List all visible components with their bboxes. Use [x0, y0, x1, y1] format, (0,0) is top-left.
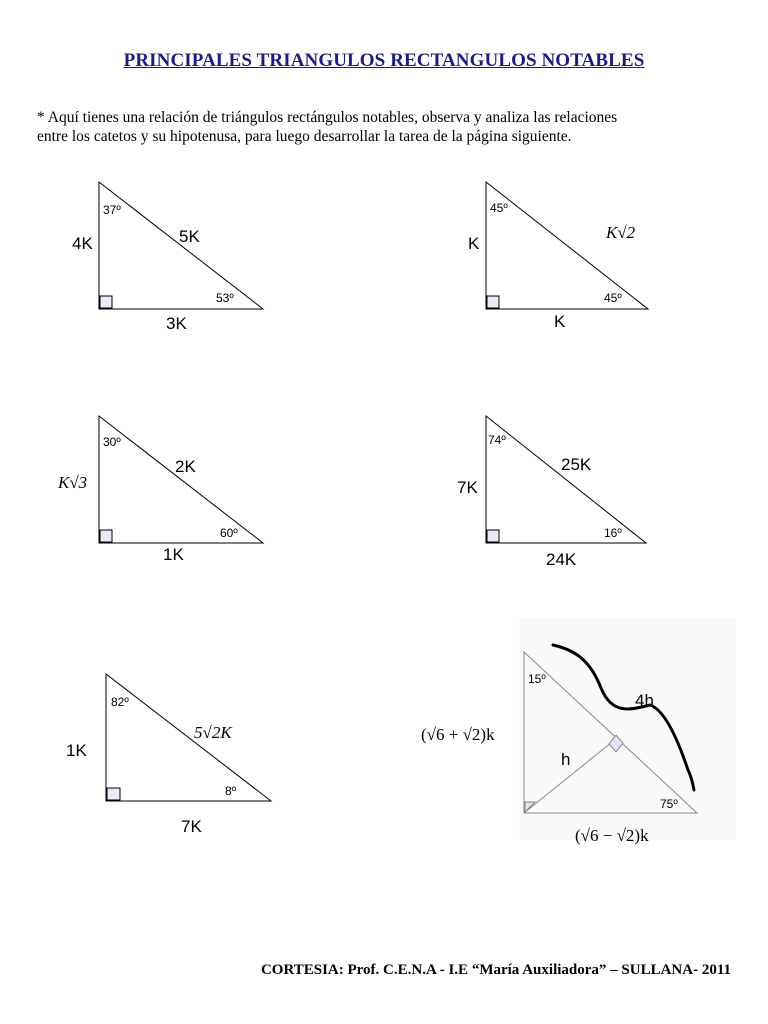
top-angle: 15º — [528, 672, 546, 686]
triangle-outline — [486, 182, 648, 309]
right-angle-marker — [100, 530, 112, 542]
bottom-angle: 75º — [660, 797, 678, 811]
bottom-angle: 53º — [216, 291, 234, 305]
vertical-leg-label: K√3 — [58, 473, 88, 492]
horizontal-leg-label: K — [554, 312, 566, 331]
hypotenuse-label: 5√2K — [194, 723, 232, 742]
triangle-outline — [486, 416, 646, 543]
top-angle: 37º — [103, 203, 121, 217]
vertical-leg-label: 4K — [72, 234, 93, 253]
hypotenuse-label: 5K — [179, 227, 200, 246]
triangle-45-45 — [468, 182, 648, 331]
triangle-74-16 — [457, 416, 646, 569]
top-angle: 45º — [490, 201, 508, 215]
hypotenuse-label: K√2 — [606, 223, 636, 242]
hypotenuse-label: 25K — [561, 455, 592, 474]
figure-background — [516, 618, 736, 840]
right-angle-marker — [487, 296, 499, 308]
bottom-angle: 16º — [604, 526, 622, 540]
bottom-angle: 45º — [604, 291, 622, 305]
hypotenuse-label: 4h — [635, 691, 654, 710]
horizontal-leg-label: 24K — [546, 550, 577, 569]
triangle-37-53 — [72, 182, 263, 333]
bottom-angle: 60º — [220, 526, 238, 540]
intro-line-1: * Aquí tienes una relación de triángulos rectángulos notables, observa y analiza las relaciones — [37, 109, 618, 126]
intro-line-2: entre los catetos y su hipotenusa, para luego desarrollar la tarea de la página siguiente. — [37, 128, 572, 145]
vertical-leg-label: 1K — [66, 741, 87, 760]
footer-credit: CORTESIA: Prof. C.E.N.A - I.E “María Auxiliadora” – SULLANA- 2011 — [260, 962, 731, 978]
hypotenuse-label: 2K — [175, 457, 196, 476]
height-label: h — [561, 750, 571, 769]
vertical-leg-label: K — [468, 234, 480, 253]
vertical-leg-label: 7K — [457, 478, 478, 497]
triangle-outline — [106, 674, 271, 801]
bottom-angle: 8º — [225, 784, 237, 798]
horizontal-leg-label: (√6 − √2)k — [575, 826, 649, 845]
top-angle: 30º — [103, 435, 121, 449]
right-angle-marker — [100, 296, 112, 308]
triangle-15-75 — [421, 618, 736, 845]
right-angle-marker — [487, 530, 499, 542]
vertical-leg-label: (√6 + √2)k — [421, 725, 495, 744]
horizontal-leg-label: 3K — [166, 314, 187, 333]
right-angle-marker — [107, 788, 120, 800]
triangle-outline — [99, 416, 263, 543]
top-angle: 82º — [111, 695, 129, 709]
horizontal-leg-label: 1K — [163, 545, 184, 564]
triangle-82-8 — [66, 674, 271, 836]
horizontal-leg-label: 7K — [181, 817, 202, 836]
triangle-30-60 — [57, 416, 263, 564]
page-title: PRINCIPALES TRIANGULOS RECTANGULOS NOTABLES — [123, 50, 645, 71]
top-angle: 74º — [488, 433, 506, 447]
